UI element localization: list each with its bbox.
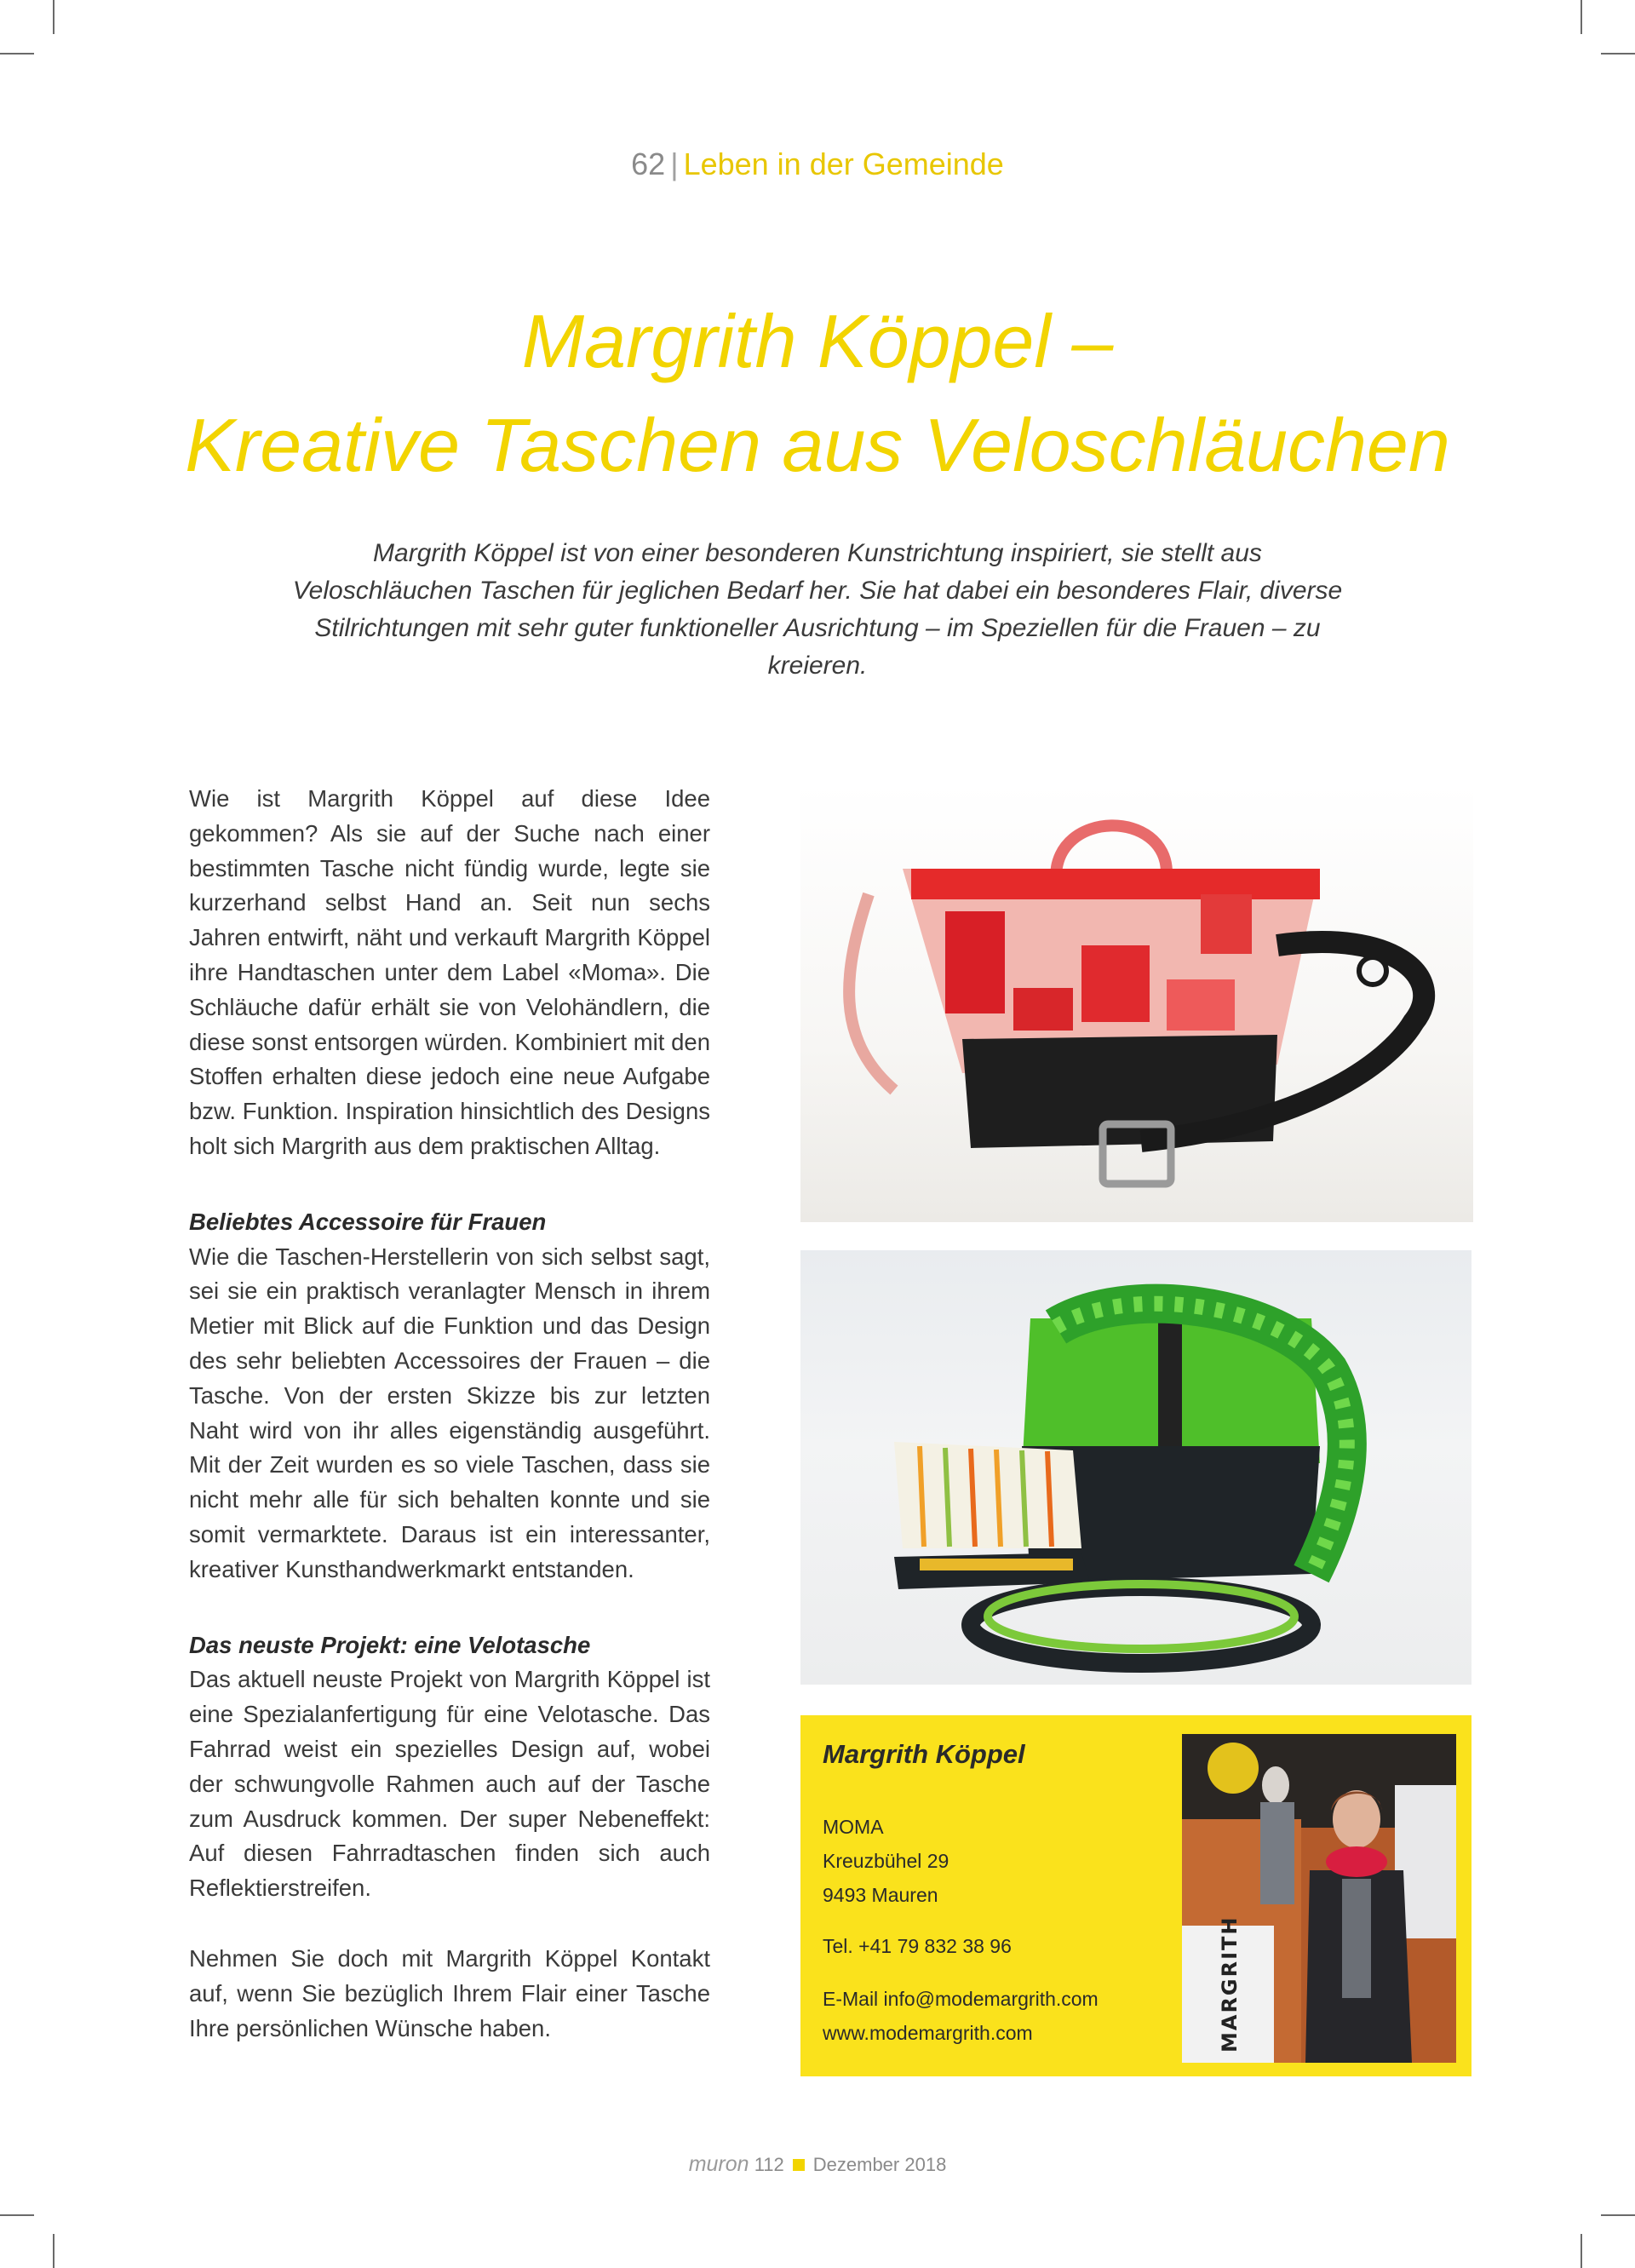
body-paragraph: Wie ist Margrith Köppel auf diese Idee gekommen? Als sie auf der Suche nach einer bestimmten Tasche nicht fündig wurde, legte sie kurzerhand selbst Hand an. Seit nun sechs Jahren entwirft, näht und verkauft Margrith Köppel ihre Handtaschen unter dem Label «Moma». Die Schläuche dafür erhält sie von Velohändlern, die diese sonst entsorgen würden. Kombiniert mit den Stoffen erhalten diese jedoch eine neue Aufgabe bzw. Funktion. Inspiration hinsichtlich des Designs holt sich Margrith aus dem praktischen Alltag. bbox=[189, 785, 710, 1159]
body-paragraph: Das aktuell neuste Projekt von Margrith Köppel ist eine Spezialanfertigung für eine Velotasche. Das Fahrrad weist ein spezielles Design auf, wobei der schwungvolle Rahmen auch auf der Tasche zum Ausdruck kommen. Der super Nebeneffekt: Auf diesen Fahrradtaschen finden sich auch Reflektierstreifen. bbox=[189, 1666, 710, 1902]
section-name: Leben in der Gemeinde bbox=[683, 146, 1004, 181]
contact-street: Kreuzbühel 29 bbox=[823, 1850, 949, 1872]
contact-box bbox=[800, 1715, 1472, 2076]
page-number: 62 bbox=[631, 146, 666, 181]
crop-mark bbox=[1580, 2234, 1582, 2268]
contact-email: E-Mail info@modemargrith.com bbox=[823, 1988, 1099, 2010]
contact-name: Margrith Köppel bbox=[823, 1739, 1025, 1769]
body-paragraph: Nehmen Sie doch mit Margrith Köppel Kontakt auf, wenn Sie bezüglich Ihrem Flair einer Tasche Ihre persönlichen Wünsche haben. bbox=[189, 1944, 710, 2041]
contact-city: 9493 Mauren bbox=[823, 1884, 938, 1906]
crop-mark bbox=[53, 0, 54, 34]
lead-paragraph: Margrith Köppel ist von einer besonderen Kunstrichtung inspiriert, sie stellt aus Veloschläuchen Taschen für jeglichen Bedarf her. Sie hat dabei ein besonderes Flair, diverse Stilrichtungen mit sehr guter funktioneller Ausrichtung – im Speziellen für die Frauen – zu kreieren. bbox=[292, 539, 1343, 680]
crop-mark bbox=[1601, 53, 1635, 55]
article-title bbox=[0, 290, 1635, 497]
title-line-2: Kreative Taschen aus Veloschläuchen bbox=[185, 403, 1450, 487]
header-separator: | bbox=[670, 146, 679, 181]
photo-red-bag bbox=[800, 784, 1473, 1222]
contact-company: MOMA bbox=[823, 1816, 884, 1838]
footer-square-icon bbox=[793, 2159, 805, 2171]
crop-mark bbox=[1601, 2214, 1635, 2216]
crop-mark bbox=[53, 2234, 54, 2268]
title-line-1: Margrith Köppel – bbox=[521, 299, 1114, 383]
page-header bbox=[0, 146, 1635, 182]
crop-mark bbox=[1580, 0, 1582, 34]
contact-phone: Tel. +41 79 832 38 96 bbox=[823, 1935, 1012, 1957]
portrait-photo bbox=[1182, 1734, 1456, 2063]
photo-green-bag bbox=[800, 1250, 1472, 1685]
body-paragraph: Wie die Taschen-Herstellerin von sich selbst sagt, sei sie ein praktisch veranlagter Mensch in ihrem Metier mit Blick auf die Funktion und das Design des sehr beliebten Accessoires der Frauen – die Tasche. Von der ersten Skizze bis zur letzten Naht wird von ihr alles eigenständig ausgeführt. Mit der Zeit wurden es so viele Taschen, dass sie nicht mehr alle für sich behalten konnte und sie somit vermarktete. Daraus ist ein interessanter, kreativer Kunsthandwerkmarkt entstanden. bbox=[189, 1243, 710, 1582]
crop-mark bbox=[0, 53, 34, 55]
magazine-name: muron bbox=[688, 2152, 749, 2176]
subheading: Das neuste Projekt: eine Velotasche bbox=[189, 1631, 591, 1658]
issue-date: Dezember 2018 bbox=[812, 2154, 947, 2175]
issue-number: 112 bbox=[754, 2154, 784, 2175]
subheading: Beliebtes Accessoire für Frauen bbox=[189, 1208, 547, 1235]
page-footer bbox=[0, 2152, 1635, 2177]
body-column bbox=[189, 782, 710, 2046]
portrait-sign-text: MARGRITH bbox=[1218, 1915, 1242, 2053]
contact-website: www.modemargrith.com bbox=[823, 2022, 1033, 2044]
crop-mark bbox=[0, 2214, 34, 2216]
